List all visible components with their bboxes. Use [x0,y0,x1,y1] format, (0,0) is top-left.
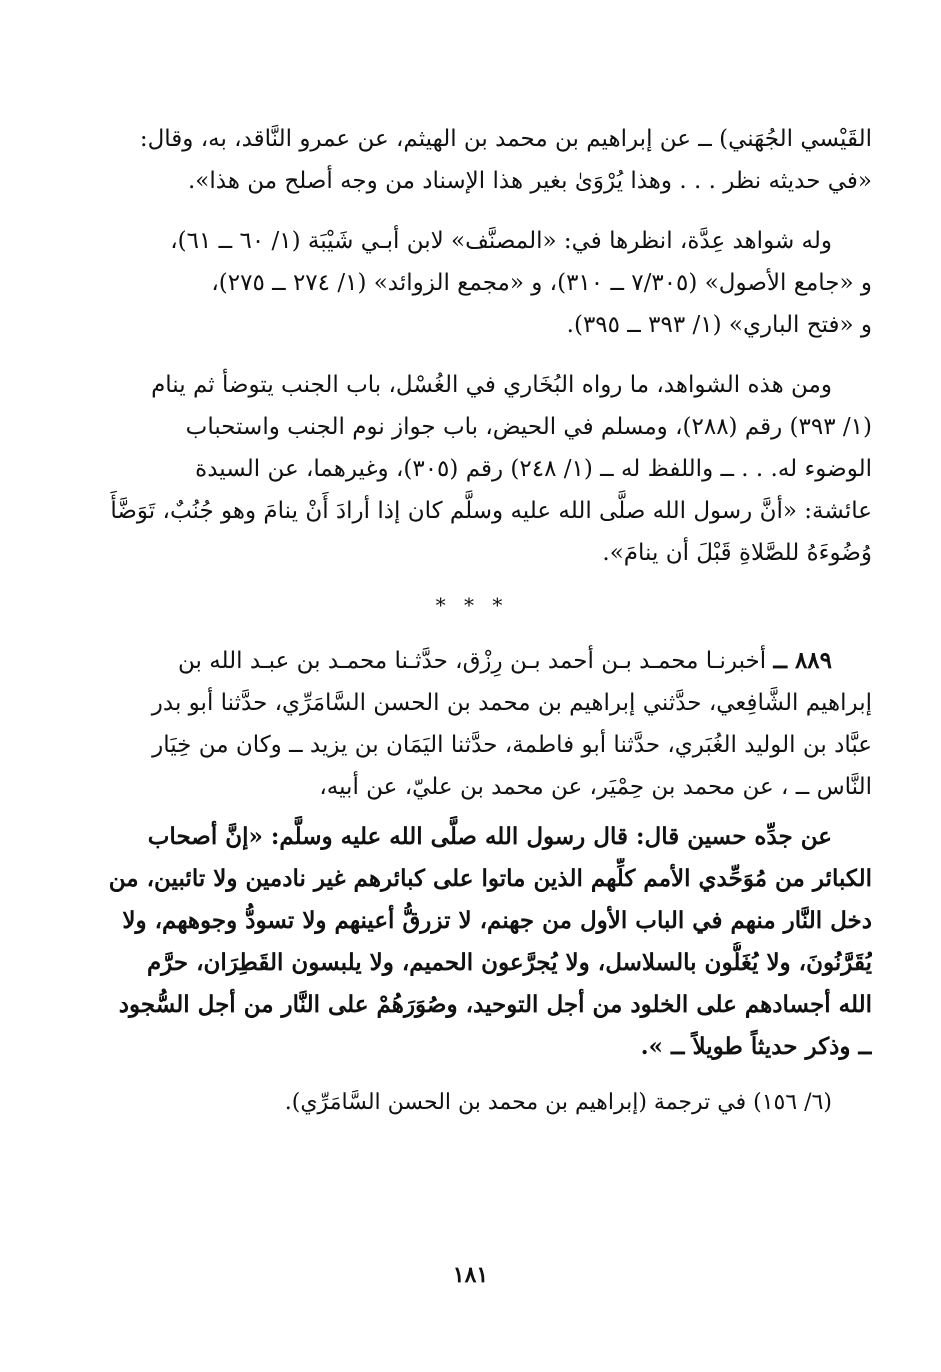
text-line: و «فتح الباري» (١/ ٣٩٣ ــ ٣٩٥). [566,312,872,338]
text-line: يُقَرَّنُونَ، ولا يُغَلُّون بالسلاسل، ولا يُجرَّعون الحميم، ولا يلبسون القَطِرَان، حرَّم [146,949,872,976]
text-line: عبَّاد بن الوليد الغُبَري، حدَّثنا أبو فاطمة، حدَّثنا اليَمَان بن يزيد ــ وكان من خِيَار [152,732,872,758]
text-line: دخل النَّار منهم في الباب الأول من جهنم، لا تزرقُّ أعينهم ولا تسودُّ وجوههم، ولا [122,907,872,934]
text-line: ومن هذه الشواهد، ما رواه البُخَاري في الغُسْل، باب الجنب يتوضأ ثم ينام [151,372,832,398]
text-line: عائشة: «أنَّ رسول الله صلَّى الله عليه وسلَّم كان إذا أرادَ أَنْ ينامَ وهو جُنُبٌ، تَوَضَّأَ [110,498,872,524]
text-line: ــ وذكر حديثاً طويلاً ــ ». [640,1033,872,1060]
hadith-isnad [72,640,872,808]
text-line: القَيْسي الجُهَني) ــ عن إبراهيم بن محمد بن الهيثم، عن عمرو النَّاقد، به، وقال: [139,126,872,152]
page-body [72,118,872,1124]
text-line: الله أجسادهم على الخلود من أجل التوحيد، وصُوَرَهُمْ على النَّار من أجل السُّجود [118,991,872,1018]
section-separator: * * * [435,593,509,617]
text-segment: أخبرنـا محمـد بـن أحمد بـن رِزْق، حدَّثـنا محمـد بن عبـد الله بن [178,648,767,674]
text-line: (١/ ٣٩٣) رقم (٢٨٨)، ومسلم في الحيض، باب جواز نوم الجنب واستحباب [185,414,872,440]
paragraph-3 [72,364,872,574]
text-line: عن جدِّه حسين قال: قال رسول الله صلَّى الله عليه وسلَّم: «إنَّ أصحاب [147,823,832,850]
paragraph-2 [72,220,872,346]
text-line: «في حديثه نظر . . . وهذا يُرْوَىٰ بغير هذا الإسناد من وجه أصلح من هذا». [187,168,872,194]
text-line: وله شواهد عِدَّة، انظرها في: «المصنَّف» لابن أبـي شَيْبَة (١/ ٦٠ ــ ٦١)، [170,228,832,254]
text-line [72,640,872,682]
footnote-text: (٦/ ١٥٦) في ترجمة (إبراهيم بن محمد بن الحسن السَّامَرِّي). [284,1090,832,1115]
hadith-matn [72,816,872,1068]
text-line: إبراهيم الشَّافِعي، حدَّثني إبراهيم بن محمد بن الحسن السَّامَرِّي، حدَّثنا أبو بدر [151,690,872,716]
text-line: وُضُوءَهُ للصَّلاةِ قَبْلَ أن ينامَ». [602,540,872,566]
text-line: الوضوء له. . . ــ واللفظ له ــ (١/ ٢٤٨) رقم (٣٠٥)، وغيرهما، عن السيدة [195,456,872,482]
footnote [72,1082,872,1124]
text-line: و «جامع الأصول» (٧/٣٠٥ ــ ٣١٠)، و «مجمع الزوائد» (١/ ٢٧٤ ــ ٢٧٥)، [211,270,872,296]
hadith-number: ٨٨٩ ــ [773,647,832,674]
text-line: النَّاس ــ ، عن محمد بن حِمْيَر، عن محمد بن عليّ، عن أبيه، [319,774,872,800]
paragraph-1 [72,118,872,202]
text-line: الكبائر من مُوَحِّدي الأمم كلِّهم الذين ماتوا على كبائرهم غير نادمين ولا تائبين، من [108,865,872,892]
page-number: ١٨١ [452,1262,489,1288]
